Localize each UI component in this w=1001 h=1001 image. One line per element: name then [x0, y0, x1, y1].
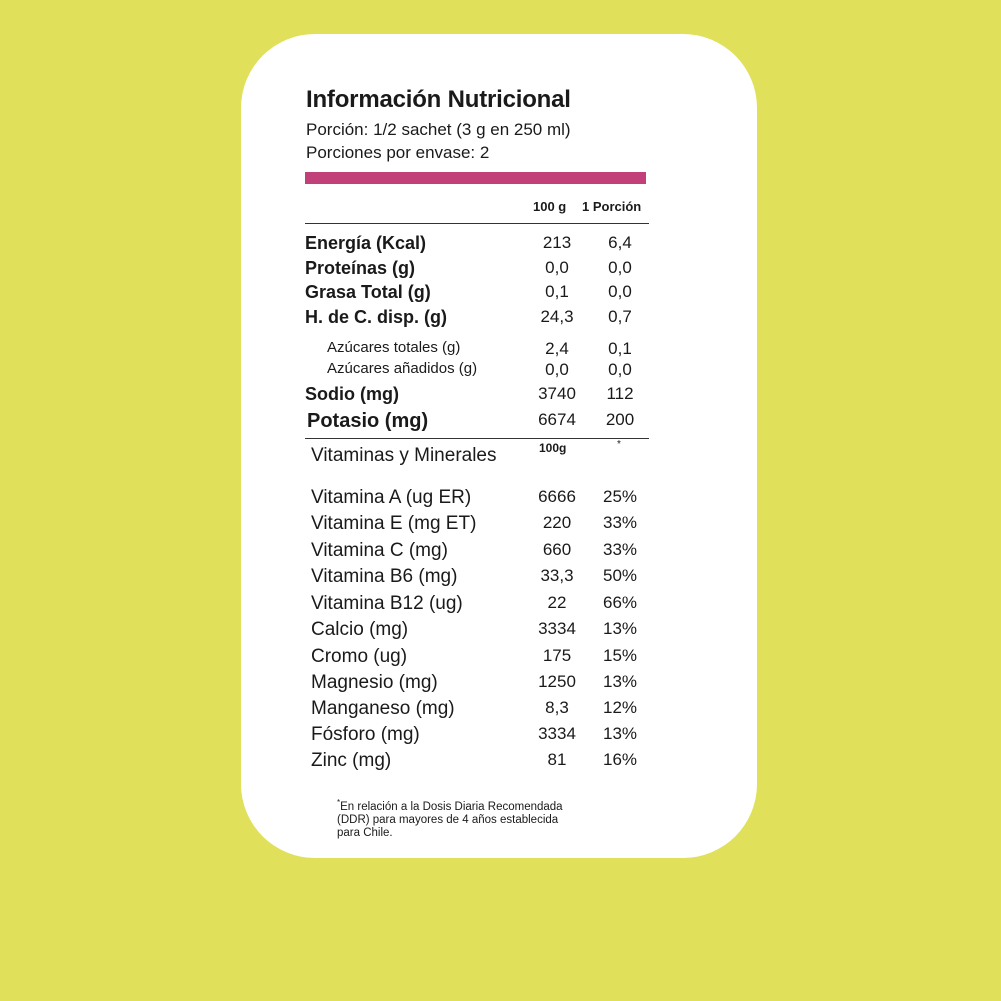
vitamins-divider [305, 438, 649, 439]
vitamin-percent-ddr: 25% [602, 487, 638, 506]
nutrient-value-100g: 6674 [538, 410, 576, 429]
vitamin-label: Vitamina A (ug ER) [311, 487, 472, 508]
vitamins-column-ddr-mark: * [617, 439, 621, 450]
vitamin-percent-ddr: 13% [602, 672, 638, 691]
vitamin-row [241, 672, 757, 696]
vitamin-percent-ddr: 15% [602, 646, 638, 665]
vitamin-percent-ddr: 66% [602, 593, 638, 612]
vitamins-section-title: Vitaminas y Minerales [311, 445, 497, 466]
vitamin-percent-ddr: 12% [602, 698, 638, 717]
footnote-line: En relación a la Dosis Diaria Recomendada [340, 800, 563, 813]
nutrient-row-potassium [241, 410, 757, 434]
nutrient-label: Proteínas (g) [305, 258, 416, 278]
vitamin-value-100g: 8,3 [545, 698, 569, 717]
nutrient-value-portion: 112 [606, 384, 634, 403]
label-title: Información Nutricional [306, 86, 571, 113]
column-header-portion: 1 Porción [582, 199, 642, 214]
footnote [337, 796, 563, 840]
vitamin-label: Magnesio (mg) [311, 672, 438, 693]
vitamin-label: Zinc (mg) [311, 750, 392, 771]
vitamin-value-100g: 6666 [538, 487, 576, 506]
vitamin-label: Cromo (ug) [311, 646, 408, 667]
nutrition-label-card [241, 34, 757, 858]
nutrient-label: Azúcares totales (g) [327, 339, 461, 356]
vitamin-percent-ddr: 13% [602, 619, 638, 638]
vitamin-value-100g: 3334 [538, 724, 576, 743]
vitamin-row [241, 540, 757, 564]
nutrient-row-protein [241, 258, 757, 282]
nutrient-value-portion: 0,7 [608, 307, 632, 326]
nutrient-row-carbs [241, 307, 757, 331]
nutrient-value-100g: 0,0 [545, 360, 569, 379]
nutrient-label: Energía (Kcal) [305, 233, 427, 253]
vitamin-row [241, 566, 757, 590]
accent-bar [305, 172, 646, 184]
vitamin-percent-ddr: 33% [602, 513, 638, 532]
vitamin-label: Vitamina B6 (mg) [311, 566, 458, 587]
vitamin-value-100g: 81 [547, 750, 567, 769]
nutrient-label: H. de C. disp. (g) [305, 307, 447, 327]
header-divider [305, 223, 649, 224]
vitamin-value-100g: 33,3 [540, 566, 574, 585]
nutrient-label: Potasio (mg) [307, 410, 429, 432]
nutrient-value-100g: 3740 [538, 384, 576, 403]
portions-per-pack: Porciones por envase: 2 [306, 143, 490, 162]
nutrient-value-portion: 0,0 [608, 258, 632, 277]
vitamin-value-100g: 175 [542, 646, 572, 665]
vitamin-label: Manganeso (mg) [311, 698, 455, 719]
nutrient-label: Azúcares añadidos (g) [327, 360, 478, 377]
footnote-line: para Chile. [337, 826, 393, 839]
nutrient-value-portion: 200 [605, 410, 635, 429]
nutrient-value-100g: 2,4 [545, 339, 569, 358]
footnote-mark: * [337, 798, 341, 807]
vitamin-value-100g: 22 [547, 593, 567, 612]
vitamin-row [241, 698, 757, 722]
vitamin-row [241, 487, 757, 511]
vitamin-value-100g: 3334 [538, 619, 576, 638]
nutrient-value-100g: 0,0 [545, 258, 569, 277]
vitamin-label: Vitamina C (mg) [311, 540, 448, 561]
vitamin-percent-ddr: 16% [602, 750, 638, 769]
vitamin-percent-ddr: 33% [602, 540, 638, 559]
nutrient-label: Sodio (mg) [305, 384, 399, 404]
nutrient-value-portion: 0,0 [608, 282, 632, 301]
vitamin-label: Vitamina B12 (ug) [311, 593, 463, 614]
nutrient-value-portion: 0,0 [608, 360, 632, 379]
column-header-100g: 100 g [533, 199, 567, 214]
vitamin-label: Vitamina E (mg ET) [311, 513, 477, 534]
vitamin-value-100g: 660 [542, 540, 572, 559]
nutrient-value-100g: 24,3 [540, 307, 574, 326]
vitamin-value-100g: 220 [542, 513, 572, 532]
vitamin-row [241, 646, 757, 670]
nutrient-row-total-fat [241, 282, 757, 306]
vitamin-row [241, 513, 757, 537]
vitamin-label: Fósforo (mg) [311, 724, 420, 745]
nutrient-label: Grasa Total (g) [305, 282, 431, 302]
vitamins-column-100g: 100g [539, 441, 567, 455]
nutrient-row-sodium [241, 384, 757, 408]
vitamin-percent-ddr: 13% [602, 724, 638, 743]
vitamin-row [241, 724, 757, 748]
portion-size: Porción: 1/2 sachet (3 g en 250 ml) [306, 120, 571, 139]
nutrient-value-portion: 6,4 [608, 233, 632, 252]
nutrient-value-portion: 0,1 [608, 339, 632, 358]
vitamin-percent-ddr: 50% [602, 566, 638, 585]
nutrient-value-100g: 0,1 [545, 282, 569, 301]
nutrient-row-energy [241, 233, 757, 257]
nutrient-row-added-sugars [241, 360, 757, 384]
vitamin-value-100g: 1250 [538, 672, 576, 691]
nutrient-value-100g: 213 [542, 233, 572, 252]
vitamin-row [241, 593, 757, 617]
vitamin-row [241, 750, 757, 774]
vitamin-label: Calcio (mg) [311, 619, 409, 640]
vitamin-row [241, 619, 757, 643]
footnote-line: (DDR) para mayores de 4 años establecida [337, 813, 559, 826]
